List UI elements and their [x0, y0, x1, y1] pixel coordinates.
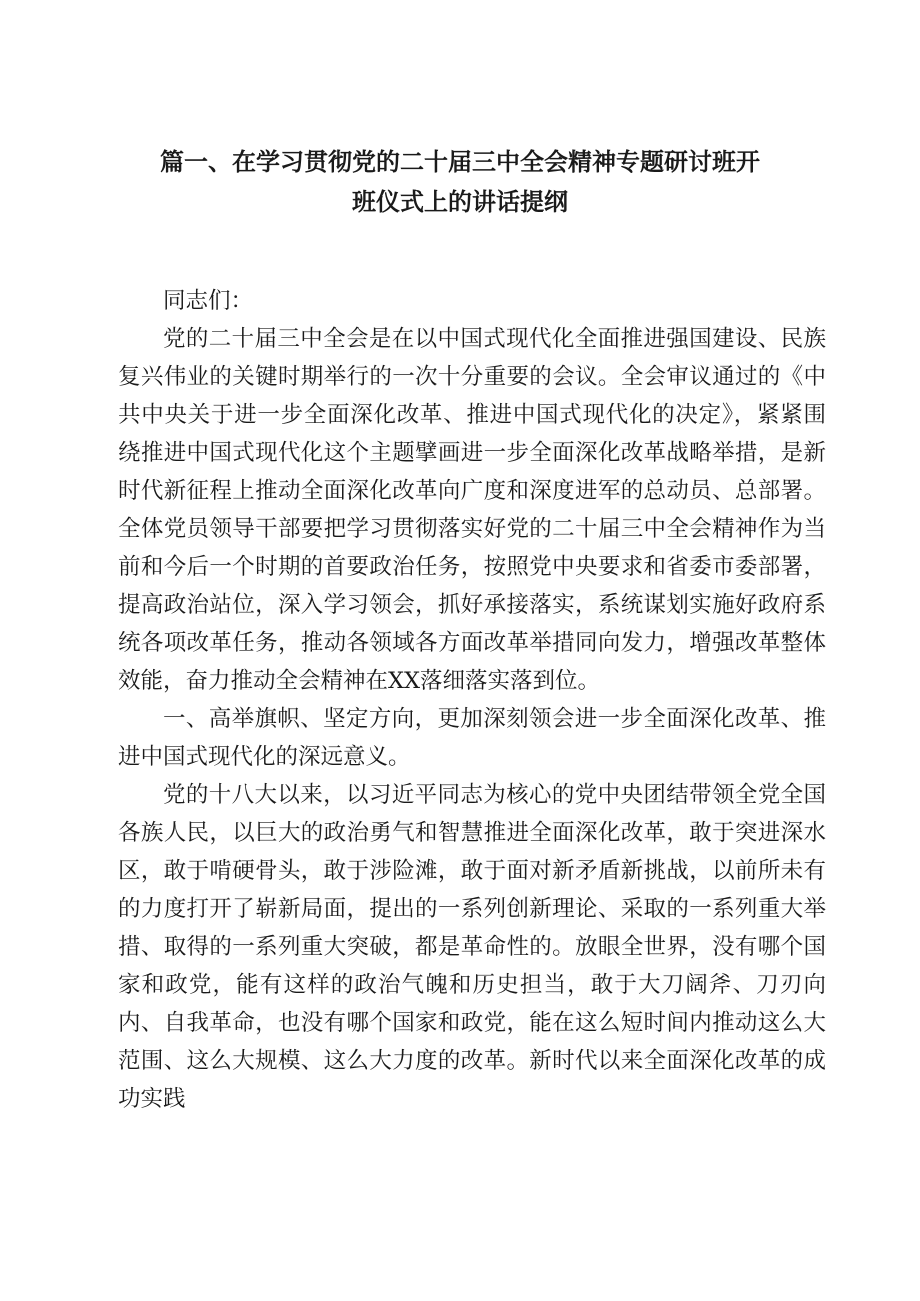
title-line-2: 班仪式上的讲话提纲 [352, 188, 568, 216]
section-heading-1: 一、高举旗帜、坚定方向，更加深刻领会进一步全面深化改革、推进中国式现代化的深远意义。 [118, 706, 826, 770]
salutation: 同志们： [163, 288, 254, 314]
body-paragraph-intro: 党的二十届三中全会是在以中国式现代化全面推进强国建设、民族复兴伟业的关键时期举行的一次十分重要的会议。全会审议通过的《中共中央关于进一步全面深化改革、推进中国式现代化的决定》，紧紧围绕推进中国式现代化这个主题擘画进一步全面深化改革战略举措，是新时代新征程上推动全面深化改革向广度和深度进军的总动员、总部署。全体党员领导干部要把学习贯彻落实好党的二十届三中全会精神作为当前和今后一个时期的首要政治任务，按照党中央要求和省委市委部署，提高政治站位，深入学习领会，抓好承接落实，系统谋划实施好政府系统各项改革任务，推动各领域各方面改革举措同向发力，增强改革整体效能，奋力推动全会精神在XX落细落实落到位。 [118, 326, 826, 694]
title-line-1: 篇一、在学习贯彻党的二十届三中全会精神专题研讨班开 [160, 148, 760, 176]
document-body [118, 282, 826, 1118]
body-paragraph-2: 党的十八大以来，以习近平同志为核心的党中央团结带领全党全国各族人民，以巨大的政治勇气和智慧推进全面深化改革，敢于突进深水区，敢于啃硬骨头，敢于涉险滩，敢于面对新矛盾新挑战，以前所未有的力度打开了崭新局面，提出的一系列创新理论、采取的一系列重大举措、取得的一系列重大突破，都是革命性的。放眼全世界，没有哪个国家和政党，能有这样的政治气魄和历史担当，敢于大刀阔斧、刀刃向内、自我革命，也没有哪个国家和政党，能在这么短时间内推动这么大范围、这么大规模、这么大力度的改革。新时代以来全面深化改革的成功实践 [118, 782, 826, 1112]
document-title [100, 142, 820, 222]
